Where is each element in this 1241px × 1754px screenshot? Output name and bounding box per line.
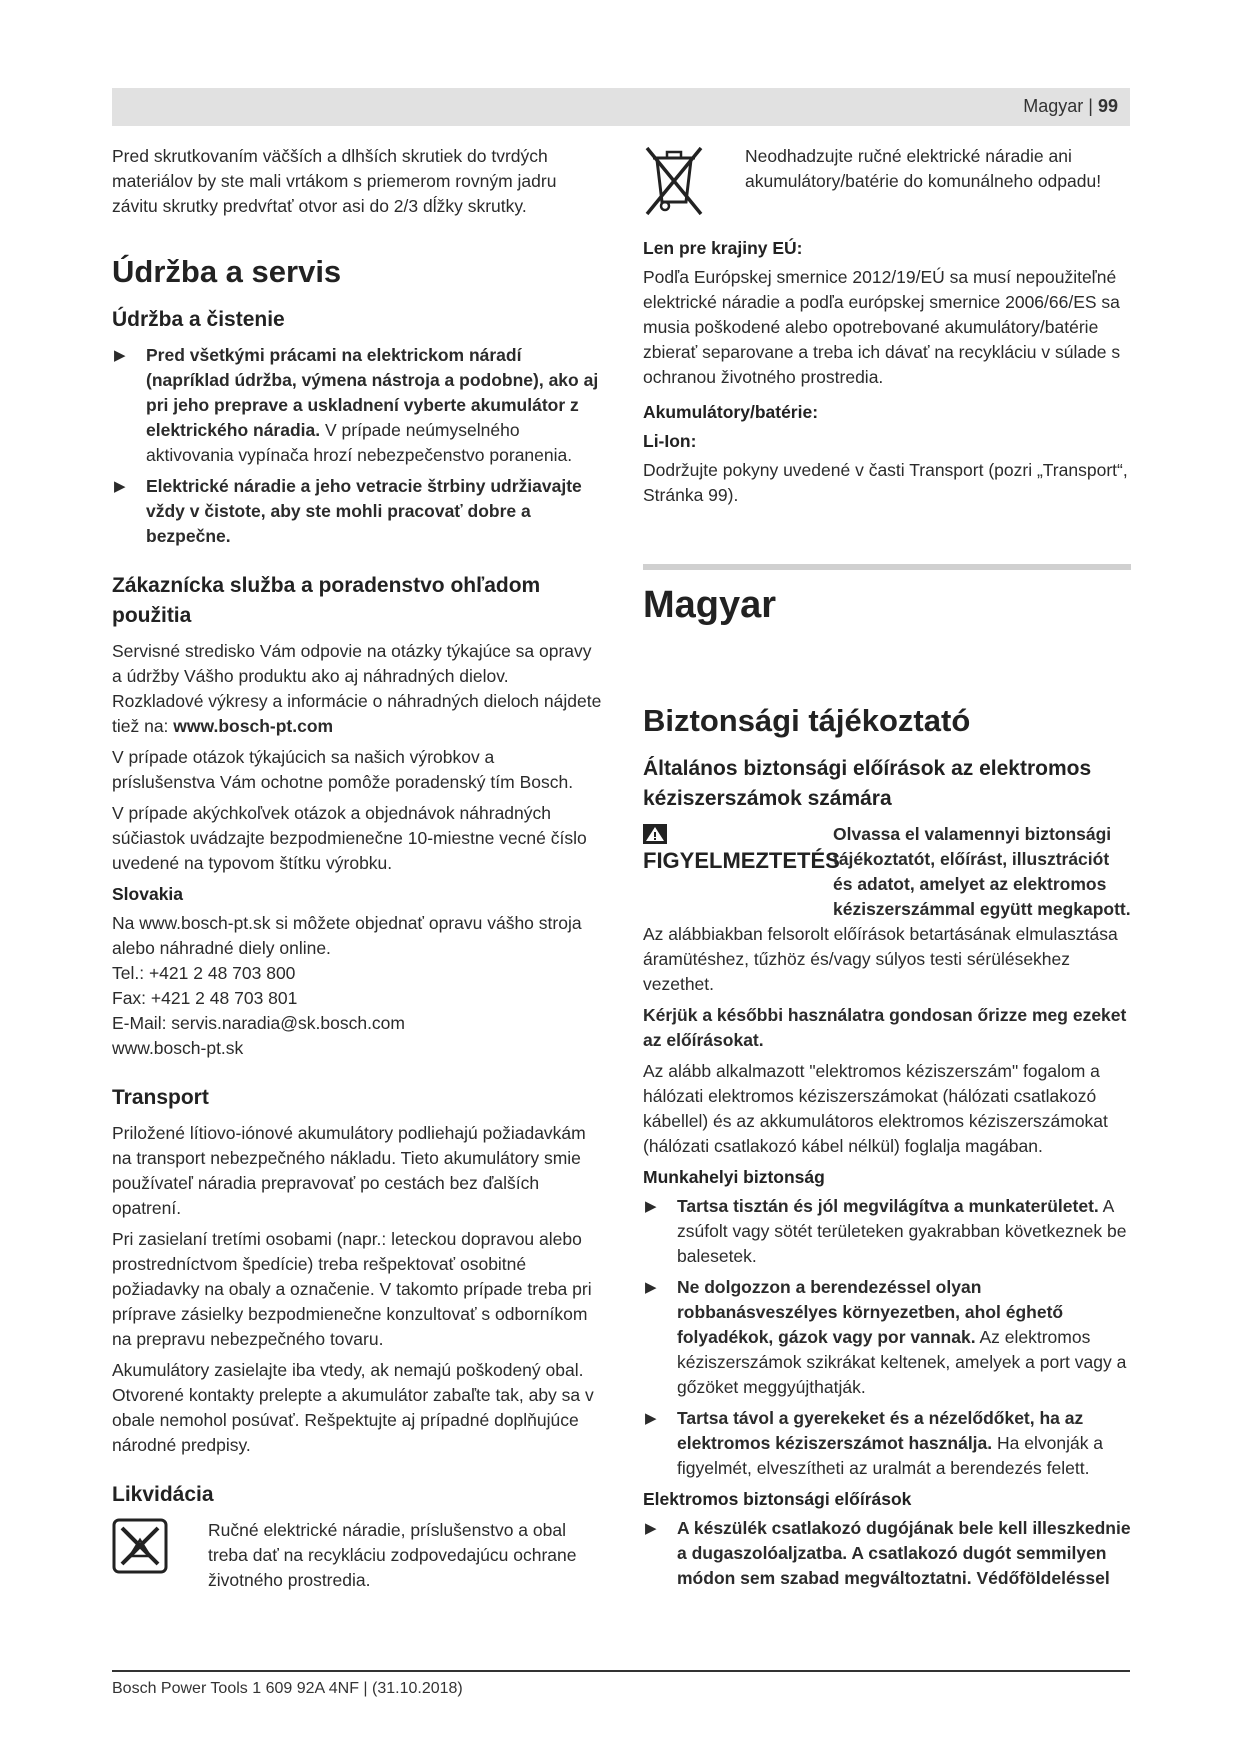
keep-instructions-bold: Kérjük a későbbi használatra gondosan őrizze meg ezeket az előírásokat. bbox=[643, 1005, 1127, 1050]
bullet-text: Az elektromos kéziszerszámok szikrákat keltenek, amelyek a port vagy a gőzöket meggyújthatják. bbox=[677, 1327, 1127, 1397]
bullet-bold-text: Tartsa távol a gyerekeket és a nézelődőket, ha az elektromos kéziszerszámot használja. bbox=[677, 1408, 1084, 1453]
footer-rule bbox=[112, 1670, 1130, 1672]
service-text: Servisné stredisko Vám odpovie na otázky týkajúce sa opravy a údržby Vášho produktu ako aj náhradných dielov. Rozkladové výkresy a informácie o náhradných dieloch nájdete tiež na: bbox=[112, 641, 602, 736]
heading-disposal: Likvidácia bbox=[112, 1483, 214, 1506]
bullet-triangle-icon: ▶ bbox=[645, 1410, 657, 1427]
section-title-safety: Biztonsági tájékoztató bbox=[643, 703, 971, 738]
bullet-triangle-icon: ▶ bbox=[645, 1279, 657, 1296]
language-section-title: Magyar bbox=[643, 584, 777, 626]
heading-maintenance-cleaning: Údržba a čistenie bbox=[112, 308, 285, 331]
weee-row bbox=[643, 144, 1131, 220]
page-number: 99 bbox=[1097, 96, 1118, 116]
bullet-bold-text: Tartsa tisztán és jól megvilágítva a munkaterületet. bbox=[677, 1196, 1099, 1216]
heading-general-safety: Általános biztonsági előírások az elektromos kéziszerszámok számára bbox=[643, 757, 1092, 810]
crossed-bin-icon bbox=[643, 144, 705, 220]
header-separator: | bbox=[1083, 96, 1098, 116]
bullet-remove-battery bbox=[112, 343, 602, 468]
heading-customer-service: Zákaznícka služba a poradenstvo ohľadom použitia bbox=[112, 574, 541, 627]
warning-consequence-text: Az alábbiakban felsorolt előírások betartásának elmulasztása áramütéshez, tűzhöz és/vagy súlyos testi sérülésekhez vezethet. bbox=[643, 924, 1118, 994]
heading-transport: Transport bbox=[112, 1086, 209, 1109]
warning-bold-text: Olvassa el valamennyi biztonsági tájékoztatót, előírást, illusztrációt és adatot, amelyet az elektromos kéziszerszámmal együtt megkapott. bbox=[833, 824, 1131, 919]
bullet-bold-text: Pred všetkými prácami na elektrickom náradí (napríklad údržba, výmena nástroja a podobne), ako aj pri jeho preprave a uskladnení vyberte akumulátor z elektrického náradia. bbox=[146, 345, 599, 440]
warning-label bbox=[643, 822, 840, 922]
bullet-text: A zsúfolt vagy sötét területeken gyakrabban következnek be balesetek. bbox=[677, 1196, 1127, 1266]
heading-batteries: Akumulátory/batérie: bbox=[643, 402, 819, 422]
term-definition-text: Az alább alkalmazott "elektromos kéziszerszám" fogalom a hálózati elektromos kéziszerszámokat (hálózati csatlakozó kábellel) és az akkumulátoros elektromos kéziszerszámokat (hálózati csatlakozó kábel nélkül) foglalja magában. bbox=[643, 1061, 1108, 1156]
slovakia-website: www.bosch-pt.sk bbox=[112, 1038, 244, 1058]
heading-eu-only: Len pre krajiny EÚ: bbox=[643, 238, 803, 258]
bullet-triangle-icon: ▶ bbox=[645, 1198, 657, 1215]
weee-text: Neodhadzujte ručné elektrické náradie ani akumulátory/batérie do komunálneho odpadu! bbox=[745, 146, 1102, 191]
bullet-bold-text: Ne dolgozzon a berendezéssel olyan robbanásveszélyes környezetben, ahol éghető folyadékok, gázok vagy por vannak. bbox=[677, 1277, 1064, 1347]
intro-paragraph: Pred skrutkovaním väčších a dlhších skrutiek do tvrdých materiálov by ste mali vrtákom s priemerom rovným jadru závitu skrutky predvŕtať otvor asi do 2/3 dĺžky skrutky. bbox=[112, 146, 557, 216]
li-ion-text: Dodržujte pokyny uvedené v časti Transport (pozri „Transport“, Stránka 99). bbox=[643, 460, 1128, 505]
disposal-row bbox=[112, 1518, 602, 1593]
warning-block bbox=[643, 822, 1131, 922]
service-paragraph-2: V prípade otázok týkajúcich sa našich výrobkov a príslušenstva Vám ochotne pomôže poradenský tím Bosch. bbox=[112, 747, 574, 792]
keep-instructions-text bbox=[643, 1003, 1131, 1053]
recycle-symbol-icon bbox=[112, 1518, 168, 1574]
bullet-text: V prípade neúmyselného aktivovania vypínača hrozí nebezpečenstvo poranenia. bbox=[146, 420, 573, 465]
bullet-keep-children-away bbox=[643, 1406, 1131, 1481]
service-url-link[interactable]: www.bosch-pt.com bbox=[173, 716, 334, 736]
header-language: Magyar bbox=[1023, 96, 1084, 116]
section-title-maintenance: Údržba a servis bbox=[112, 254, 342, 289]
transport-paragraph-2: Pri zasielaní tretími osobami (napr.: leteckou dopravou alebo prostredníctvom špedície) treba rešpektovať osobitné požiadavky na obaly a označenie. V takomto prípade treba pri príprave zásielky bezpodmienečne konzultovať s odborníkom na prepravu nebezpečného tovaru. bbox=[112, 1229, 592, 1349]
warning-triangle-icon bbox=[643, 824, 667, 844]
warning-label-text: FIGYELMEZTETÉS bbox=[643, 848, 840, 873]
transport-paragraph-3: Akumulátory zasielajte iba vtedy, ak nemajú poškodený obal. Otvorené kontakty prelepte a akumulátor zabaľte tak, aby sa v obale nemohol posúvať. Rešpektujte aj prípadné doplňujúce národné predpisy. bbox=[112, 1360, 594, 1455]
slovakia-online-text: Na www.bosch-pt.sk si môžete objednať opravu vášho stroja alebo náhradné diely online. bbox=[112, 913, 582, 958]
disposal-text: Ručné elektrické náradie, príslušenstvo a obal treba dať na recykláciu zodpovedajúcu ochrane životného prostredia. bbox=[208, 1520, 577, 1590]
bullet-triangle-icon: ▶ bbox=[114, 478, 126, 495]
service-paragraph-3: V prípade akýchkoľvek otázok a objednávok náhradných súčiastok uvádzajte bezpodmienečne 10-miestne vecné číslo uvedené na typovom štítku výrobku. bbox=[112, 803, 587, 873]
heading-li-ion: Li-Ion: bbox=[643, 431, 697, 451]
bullet-plug-fit bbox=[643, 1516, 1131, 1591]
bullet-bold-text: A készülék csatlakozó dugójának bele kell illeszkednie a dugaszolóaljzatba. A csatlakozó dugót semmilyen módon sem szabad megváltoztatni. Védőföldeléssel bbox=[677, 1518, 1131, 1588]
bullet-bold-text: Elektrické náradie a jeho vetracie štrbiny udržiavajte vždy v čistote, aby ste mohli pracovať dobre a bezpečne. bbox=[146, 476, 582, 546]
service-paragraph-1 bbox=[112, 639, 602, 739]
footer-text: Bosch Power Tools 1 609 92A 4NF | (31.10.2018) bbox=[112, 1680, 463, 1697]
running-header bbox=[1023, 96, 1118, 117]
bullet-explosive-environment bbox=[643, 1275, 1131, 1400]
bullet-triangle-icon: ▶ bbox=[645, 1520, 657, 1537]
transport-paragraph-1: Priložené lítiovo-iónové akumulátory podliehajú požiadavkám na transport nebezpečného nákladu. Tieto akumulátory smie používateľ náradia prepravovať po cestách bez ďalších opatrení. bbox=[112, 1123, 586, 1218]
heading-slovakia: Slovakia bbox=[112, 884, 184, 904]
left-column bbox=[112, 144, 602, 1593]
heading-electrical-safety: Elektromos biztonsági előírások bbox=[643, 1489, 912, 1509]
bullet-text: Ha elvonják a figyelmét, elveszítheti az uralmát a berendezés felett. bbox=[677, 1433, 1104, 1478]
header-bar bbox=[112, 88, 1130, 126]
bullet-clean-work-area bbox=[643, 1194, 1131, 1269]
slovakia-fax: Fax: +421 2 48 703 801 bbox=[112, 988, 298, 1008]
eu-directive-text: Podľa Európskej smernice 2012/19/EÚ sa musí nepoužiteľné elektrické náradie a podľa európskej smernice 2006/66/ES sa musia poškodené alebo opotrebované akumulátory/batérie zbierať separovane a treba ich dávať na recykláciu v súlade s ochranou životného prostredia. bbox=[643, 267, 1121, 387]
bullet-triangle-icon: ▶ bbox=[114, 347, 126, 364]
slovakia-contact-block bbox=[112, 911, 602, 1061]
section-divider bbox=[643, 564, 1131, 570]
slovakia-email: E-Mail: servis.naradia@sk.bosch.com bbox=[112, 1013, 405, 1033]
heading-work-area-safety: Munkahelyi biztonság bbox=[643, 1167, 825, 1187]
right-column bbox=[643, 144, 1131, 1597]
slovakia-phone: Tel.: +421 2 48 703 800 bbox=[112, 963, 296, 983]
bullet-keep-clean bbox=[112, 474, 602, 549]
